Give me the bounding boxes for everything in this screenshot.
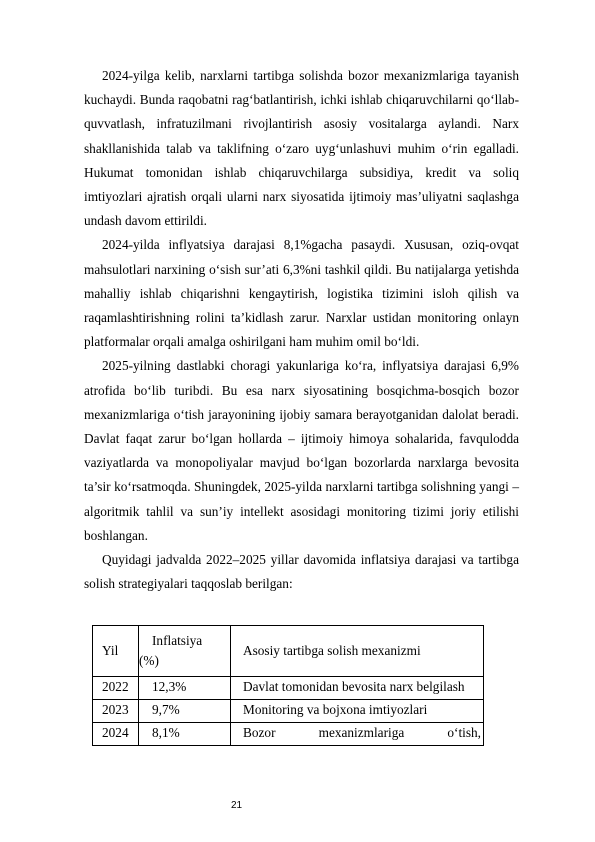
cell-mechanism: Davlat tomonidan bevosita narx belgilash bbox=[231, 677, 484, 700]
header-inflation bbox=[139, 626, 231, 677]
table-row bbox=[93, 700, 484, 723]
table-row bbox=[93, 723, 484, 746]
cell-rate: 8,1% bbox=[139, 723, 231, 746]
paragraph-market-mechanisms: 2024-yilga kelib, narxlarni tartibga solishda bozor mexanizmlariga tayanish kuchaydi. Bunda raqobatni rag‘batlantirish, ichki ishlab chiqaruvchilarni qo‘llab-quvvatlash, infratuzilmani rivojlantirish asosiy vositalarga aylandi. Narx shakllanishida talab va taklifning o‘zaro uyg‘unlashuvi muhim o‘rin egalladi. Hukumat tomonidan ishlab chiqaruvchilarga subsidiya, kredit va soliq imtiyozlari ajratish orqali ularni narx siyosatida ijtimoiy mas’uliyatni saqlashga undash davom ettirildi. bbox=[84, 68, 519, 229]
paragraph-inflation-2025: 2025-yilning dastlabki choragi yakunlariga ko‘ra, inflyatsiya darajasi 6,9% atrofida bo‘lib turibdi. Bu esa narx siyosatining bosqichma-bosqich bozor mexanizmlariga o‘tish jarayonining ijobiy samara berayotganidan dalolat beradi. Davlat faqat zarur bo‘lgan hollarda – ijtimoiy himoya sohalarida, favqulodda vaziyatlarda va monopoliyalar mavjud bo‘lgan bozorlarda narxlarga bevosita ta’sir ko‘rsatmoqda. Shuningdek, 2025-yilda narxlarni tartibga solishning yangi – algoritmik tahlil va sun’iy intellekt asosidagi monitoring tizimi joriy etilishi boshlangan. bbox=[84, 358, 519, 543]
header-year: Yil bbox=[93, 626, 139, 677]
page-number: 21 bbox=[231, 800, 243, 811]
cell-mechanism-text: Bozor mexanizmlariga o‘tish, bbox=[243, 725, 481, 740]
header-mechanism: Asosiy tartibga solish mexanizmi bbox=[231, 626, 484, 677]
header-inflation-label: Inflatsiya bbox=[152, 633, 203, 648]
cell-year: 2023 bbox=[93, 700, 139, 723]
paragraph-inflation-2024: 2024-yilda inflyatsiya darajasi 8,1%gacha pasaydi. Xususan, oziq-ovqat mahsulotlari narxining o‘sish sur’ati 6,3%ni tashkil qildi. Bu natijalarga yetishda mahalliy ishlab chiqarishni kengaytirish, logistika tizimini isloh qilish va raqamlashtirishning rolini ta’kidlash zarur. Narxlar ustidan monitoring onlayn platformalar orqali amalga oshirilgani ham muhim omil bo‘ldi. bbox=[84, 237, 519, 350]
cell-mechanism bbox=[231, 723, 484, 746]
table-row bbox=[93, 677, 484, 700]
cell-rate: 12,3% bbox=[139, 677, 231, 700]
document-body bbox=[84, 64, 519, 596]
cell-year: 2024 bbox=[93, 723, 139, 746]
table-header-row bbox=[93, 626, 484, 677]
cell-rate: 9,7% bbox=[139, 700, 231, 723]
paragraph-table-intro: Quyidagi jadvalda 2022–2025 yillar davomida inflatsiya darajasi va tartibga solish strategiyalari taqqoslab berilgan: bbox=[84, 552, 519, 592]
inflation-table bbox=[92, 625, 484, 746]
header-inflation-unit: (%) bbox=[139, 653, 159, 668]
cell-year: 2022 bbox=[93, 677, 139, 700]
cell-mechanism: Monitoring va bojxona imtiyozlari bbox=[231, 700, 484, 723]
